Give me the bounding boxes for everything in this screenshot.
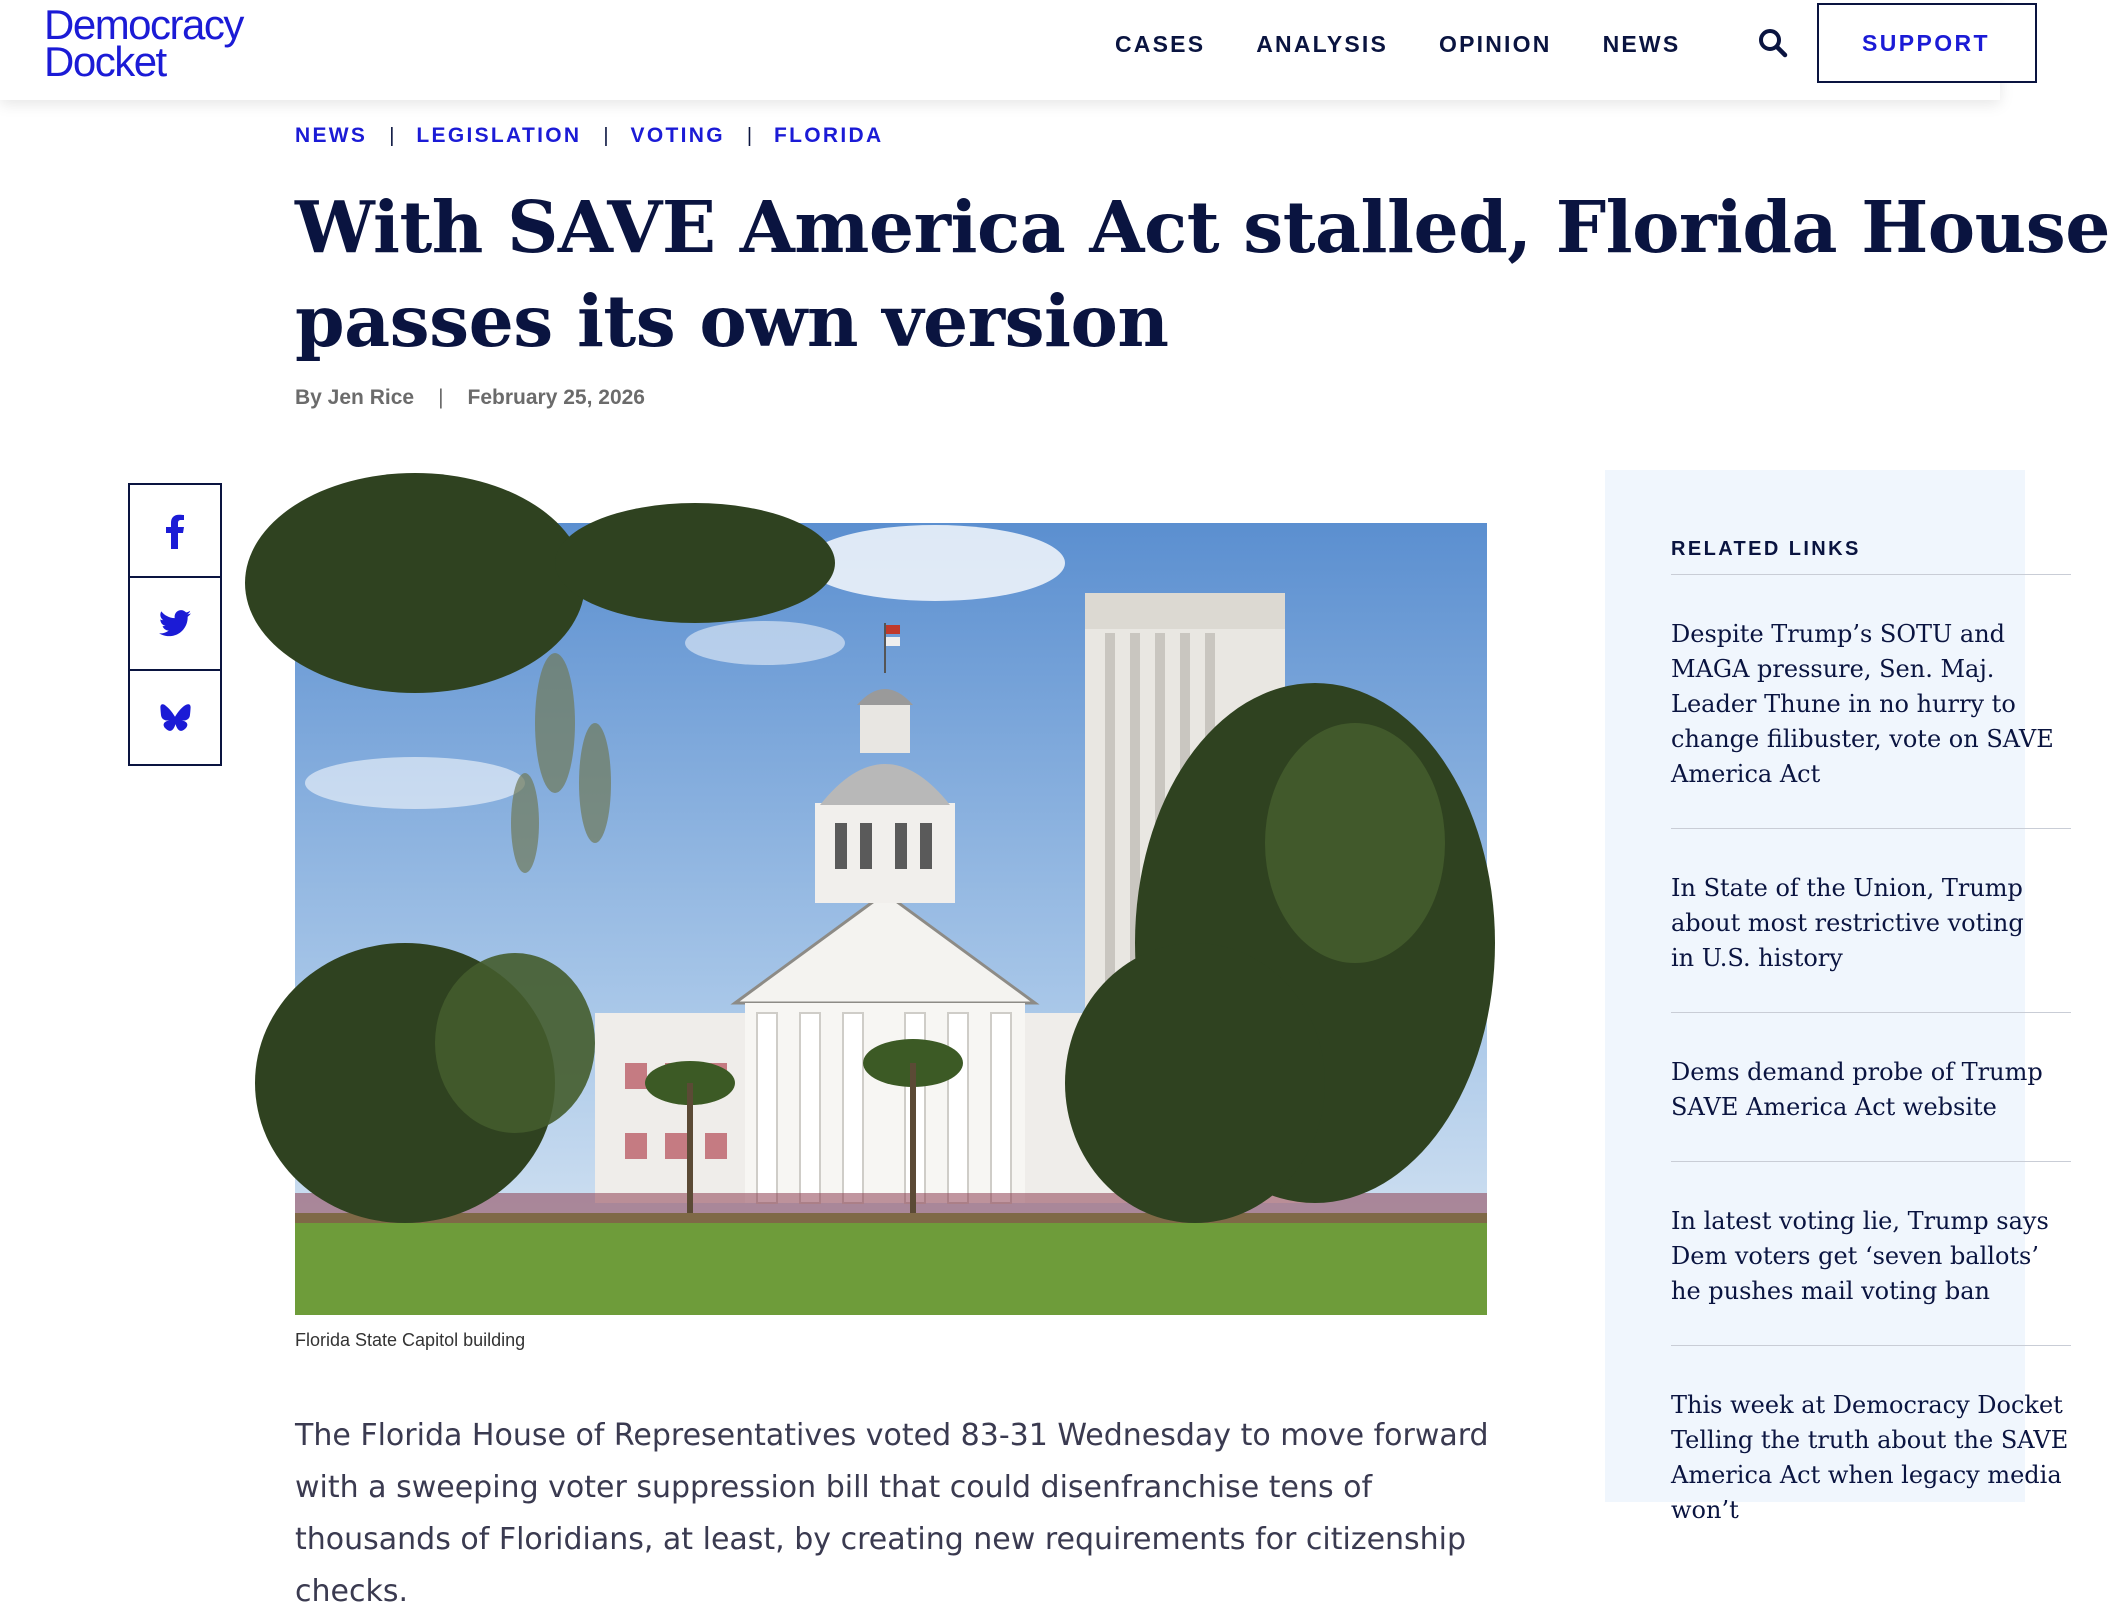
breadcrumb [295, 123, 883, 149]
publish-date: February 25, 2026 [467, 386, 645, 409]
related-link-item [1671, 1346, 2071, 1564]
support-button[interactable]: SUPPORT [1817, 3, 2037, 83]
article-title-line-1: With SAVE America Act stalled, Florida House [295, 185, 2110, 269]
main-nav [1115, 0, 1731, 88]
logo-line-2: Docket [44, 38, 166, 85]
share-bar [128, 483, 222, 766]
breadcrumb-legislation[interactable]: LEGISLATION [416, 124, 582, 147]
bluesky-icon[interactable] [130, 671, 220, 764]
hero-image [295, 523, 1487, 1315]
nav-analysis[interactable]: ANALYSIS [1256, 30, 1389, 57]
related-links [1605, 470, 2069, 1524]
nav-cases[interactable]: CASES [1115, 30, 1206, 57]
article-body: The Florida House of Representatives voted 83-31 Wednesday to move forward with a sweeping voter suppression bill that could disenfranchise tens of thousands of Floridians, at least, by creating new requirements for citizenship checks. [295, 1418, 1489, 1609]
related-link-item [1671, 1162, 2071, 1346]
related-link-item [1671, 1013, 2071, 1162]
facebook-icon[interactable] [130, 485, 220, 578]
related-link[interactable]: Dems demand probe of Trump SAVE America Act website [1671, 1058, 2043, 1121]
breadcrumb-florida[interactable]: FLORIDA [774, 124, 884, 147]
article-title [295, 180, 2110, 368]
related-link-item [1671, 575, 2071, 829]
site-logo[interactable] [44, 1, 243, 85]
nav-news[interactable]: NEWS [1602, 30, 1681, 57]
nav-opinion[interactable]: OPINION [1439, 30, 1552, 57]
related-links-list [1671, 575, 2071, 1564]
byline [295, 386, 645, 410]
related-link[interactable]: Despite Trump’s SOTU and MAGA pressure, Sen. Maj. Leader Thune in no hurry to change filibuster, vote on SAVE America Act [1671, 620, 2054, 788]
breadcrumb-news[interactable]: NEWS [295, 124, 368, 147]
breadcrumb-separator: | [389, 124, 395, 147]
related-link[interactable]: This week at Democracy Docket Telling the truth about the SAVE America Act when legacy media won’t [1671, 1391, 2069, 1524]
related-links-heading: RELATED LINKS [1671, 538, 1861, 560]
related-link[interactable]: In latest voting lie, Trump says Dem voters get ‘seven ballots’ he pushes mail voting ban [1671, 1207, 2049, 1305]
twitter-icon[interactable] [130, 578, 220, 671]
byline-separator: | [438, 386, 444, 409]
author[interactable]: By Jen Rice [295, 386, 415, 409]
related-link-item [1671, 829, 2071, 1013]
site-header [0, 0, 2000, 100]
breadcrumb-separator: | [746, 124, 753, 147]
related-link[interactable]: In State of the Union, Trump about most restrictive voting in U.S. history [1671, 874, 2024, 972]
image-caption: Florida State Capitol building [295, 1330, 526, 1350]
search-icon[interactable] [1756, 26, 1790, 60]
logo-line-1: Democracy [44, 1, 243, 48]
breadcrumb-voting[interactable]: VOTING [630, 124, 725, 147]
breadcrumb-separator: | [603, 124, 609, 147]
article-title-line-2: passes its own version [295, 279, 1169, 363]
